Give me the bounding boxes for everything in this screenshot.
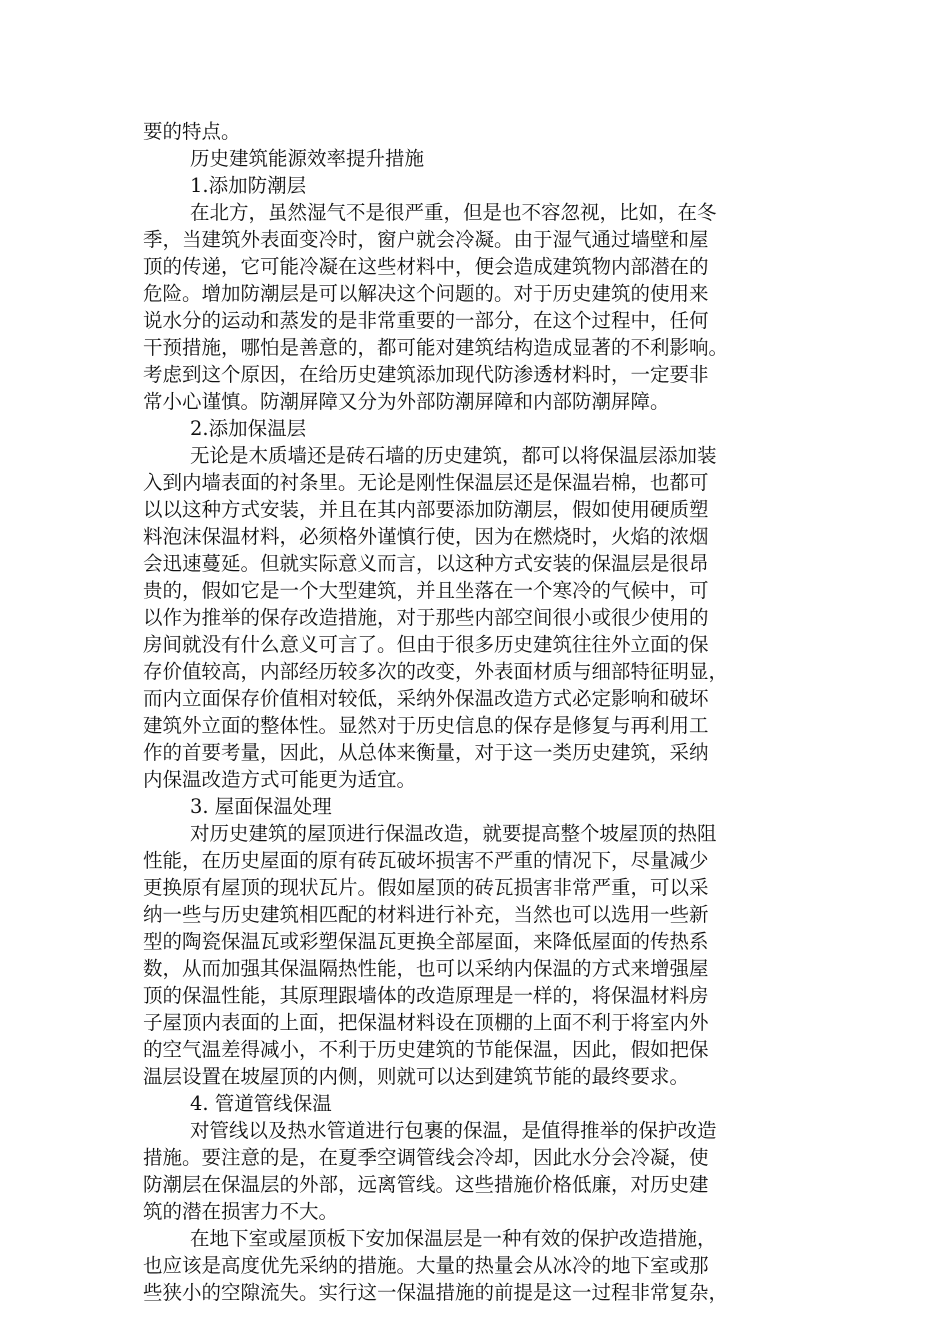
text-line: 也应该是高度优先采纳的措施。大量的热量会从冰冷的地下室或那 [143, 1254, 709, 1277]
text-line: 温层设置在坡屋顶的内侧，则就可以达到建筑节能的最终要求。 [143, 1065, 690, 1088]
text-line: 的空气温差得减小，不利于历史建筑的节能保温，因此，假如把保 [143, 1038, 709, 1061]
text-line: 对管线以及热水管道进行包裹的保温，是值得推举的保护改造 [190, 1119, 717, 1142]
text-line: 性能，在历史屋面的原有砖瓦破坏损害不严重的情况下，尽量减少 [143, 849, 709, 872]
text-line: 作的首要考量，因此，从总体来衡量，对于这一类历史建筑，采纳 [143, 741, 709, 764]
text-line: 纳一些与历史建筑相匹配的材料进行补充，当然也可以选用一些新 [143, 903, 709, 926]
text-line: 对历史建筑的屋顶进行保温改造，就要提高整个坡屋顶的热阻 [190, 822, 717, 845]
text-line: 会迅速蔓延。但就实际意义而言，以这种方式安装的保温层是很昂 [143, 552, 709, 575]
text-line: 顶的传递，它可能冷凝在这些材料中，便会造成建筑物内部潜在的 [143, 255, 709, 278]
text-line: 在地下室或屋顶板下安加保温层是一种有效的保护改造措施， [190, 1227, 717, 1250]
text-line: 而内立面保存价值相对较低，采纳外保温改造方式必定影响和破坏 [143, 687, 709, 710]
text-line: 建筑外立面的整体性。显然对于历史信息的保存是修复与再利用工 [143, 714, 709, 737]
text-line: 型的陶瓷保温瓦或彩塑保温瓦更换全部屋面，来降低屋面的传热系 [143, 930, 709, 953]
text-line: 存价值较高，内部经历较多次的改变，外表面材质与细部特征明显， [143, 660, 729, 683]
text-line: 危险。增加防潮层是可以解决这个问题的。对于历史建筑的使用来 [143, 282, 709, 305]
text-line: 子屋顶内表面的上面，把保温材料设在顶棚的上面不利于将室内外 [143, 1011, 709, 1034]
text-line: 筑的潜在损害力不大。 [143, 1200, 339, 1223]
text-line: 历史建筑能源效率提升措施 [190, 147, 425, 170]
text-line: 要的特点。 [143, 120, 241, 143]
text-line: 些狭小的空隙流失。实行这一保温措施的前提是这一过程非常复杂， [143, 1281, 729, 1304]
text-line: 常小心谨慎。防潮屏障又分为外部防潮屏障和内部防潮屏障。 [143, 390, 670, 413]
text-line: 更换原有屋顶的现状瓦片。假如屋顶的砖瓦损害非常严重，可以采 [143, 876, 709, 899]
text-line: 贵的，假如它是一个大型建筑，并且坐落在一个寒冷的气候中，可 [143, 579, 709, 602]
text-line: 说水分的运动和蒸发的是非常重要的一部分，在这个过程中，任何 [143, 309, 709, 332]
text-line: 防潮层在保温层的外部，远离管线。这些措施价格低廉，对历史建 [143, 1173, 709, 1196]
text-line: 季，当建筑外表面变冷时，窗户就会冷凝。由于湿气通过墙壁和屋 [143, 228, 709, 251]
text-line: 料泡沫保温材料，必须格外谨慎行使，因为在燃烧时，火焰的浓烟 [143, 525, 709, 548]
text-line: 内保温改造方式可能更为适宜。 [143, 768, 417, 791]
text-line: 2.添加保温层 [190, 417, 307, 440]
text-line: 入到内墙表面的衬条里。无论是刚性保温层还是保温岩棉，也都可 [143, 471, 709, 494]
text-line: 4. 管道管线保温 [190, 1092, 332, 1115]
text-line: 以作为推举的保存改造措施，对于那些内部空间很小或很少使用的 [143, 606, 709, 629]
text-line: 顶的保温性能，其原理跟墙体的改造原理是一样的，将保温材料房 [143, 984, 709, 1007]
text-line: 无论是木质墙还是砖石墙的历史建筑，都可以将保温层添加装 [190, 444, 717, 467]
text-line: 1.添加防潮层 [190, 174, 307, 197]
document-page [143, 118, 811, 1306]
text-line: 数，从而加强其保温隔热性能，也可以采纳内保温的方式来增强屋 [143, 957, 709, 980]
text-line: 房间就没有什么意义可言了。但由于很多历史建筑往往外立面的保 [143, 633, 709, 656]
text-line: 3. 屋面保温处理 [190, 795, 332, 818]
text-line: 干预措施，哪怕是善意的，都可能对建筑结构造成显著的不利影响。 [143, 336, 729, 359]
text-line: 措施。要注意的是，在夏季空调管线会冷却，因此水分会冷凝，使 [143, 1146, 709, 1169]
text-line: 考虑到这个原因，在给历史建筑添加现代防渗透材料时，一定要非 [143, 363, 709, 386]
text-line: 在北方，虽然湿气不是很严重，但是也不容忽视，比如，在冬 [190, 201, 717, 224]
text-line: 以以这种方式安装，并且在其内部要添加防潮层，假如使用硬质塑 [143, 498, 709, 521]
